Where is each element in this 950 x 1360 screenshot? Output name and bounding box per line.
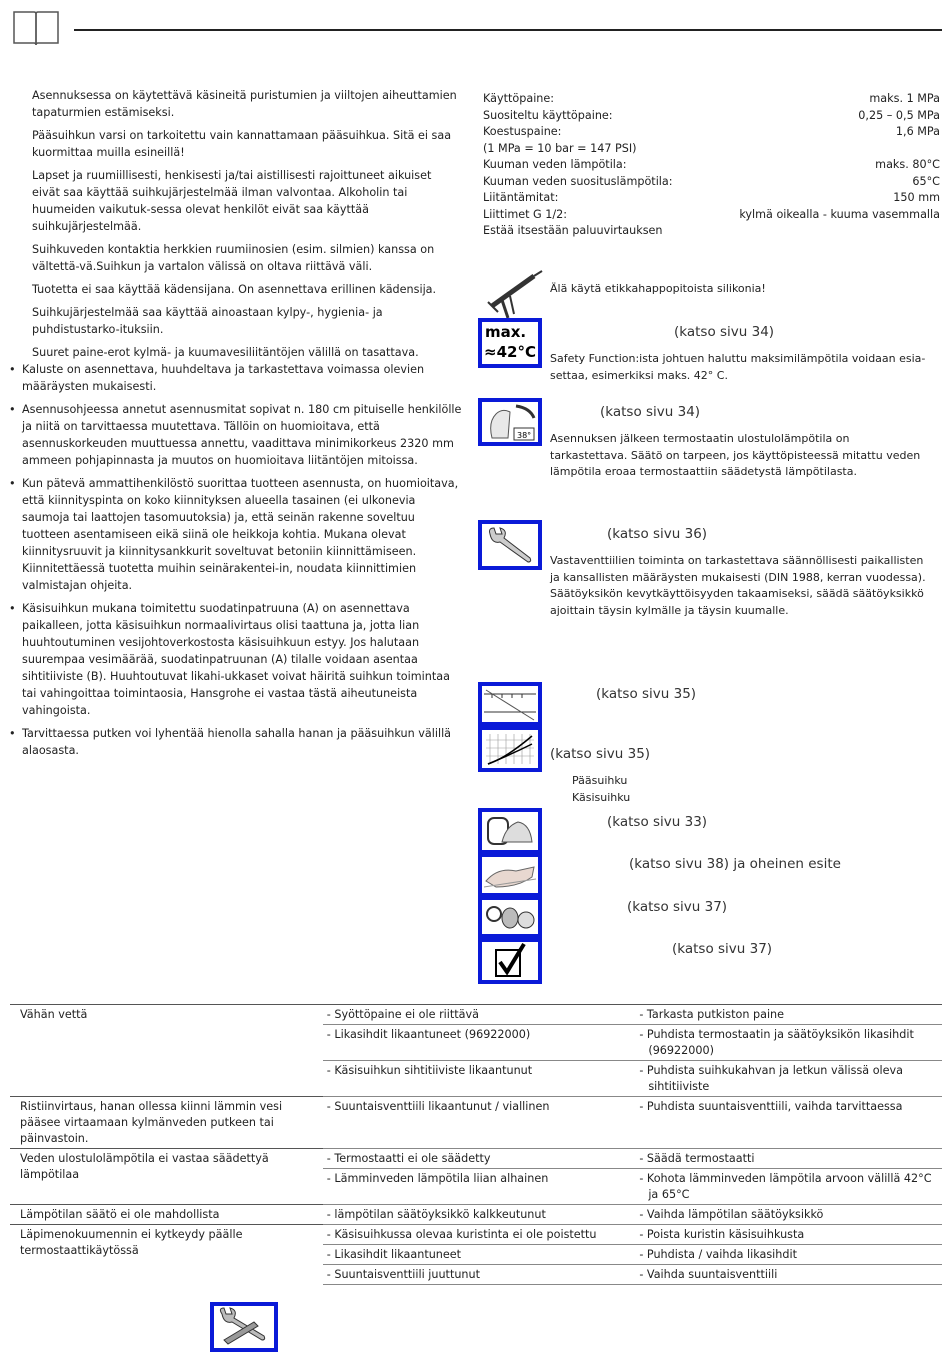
flow-legend: Pääsuihku Käsisuihku xyxy=(572,774,631,804)
problem-cell: Vähän vettä xyxy=(10,1005,323,1097)
safety-note: Suihkujärjestelmää saa käyttää ainoastaan kylpy-, hygienia- ja puhdistustarko-ituksiin. xyxy=(32,306,383,336)
page-reference: (katso sivu 36) xyxy=(607,526,708,542)
page-reference: (katso sivu 33) xyxy=(607,814,708,830)
page-reference: (katso sivu 38) ja oheinen esite xyxy=(629,856,841,872)
table-row xyxy=(10,1005,942,1025)
cause-cell: - Suuntaisventtiili likaantunut / viallinen xyxy=(323,1097,630,1149)
silicone-gun-icon xyxy=(484,266,544,322)
list-item: • Kun pätevä ammattihenkilöstö suorittaa tuotteen asennusta, on huomioitava, että kiinnityspinta on koko kiinnityksen alueella tasainen (ei ulkonevia saumoja tai laattojen tasomuutoksia) ja, että seinän rakenne soveltuu tuotteen asentamiseen eikä siinä ole heikkoja kohtia. Mukana olevat kiinnitysruuvit ja kiinnitysankkurit soveltuvat betoniin kiinnittämiseen. Kiinnitettäessä tuotetta muihin seinärakentei-in, noudata kiinnittimien valmistajan ohjeita. xyxy=(8,475,463,594)
safety-function-text: Safety Function:ista johtuen haluttu maksimilämpötila voidaan esia-settaa, esimerkiksi maks. 42° C. xyxy=(550,352,926,382)
flow-chart-icon xyxy=(478,726,542,772)
cause-cell: - Käsisuihkun sihtitiiviste likaantunut xyxy=(323,1061,630,1097)
fix-cell: - Puhdista / vaihda likasihdit xyxy=(629,1245,942,1265)
list-item: • Asennusohjeessa annetut asennusmitat sopivat n. 180 cm pituiselle henkilölle ja niitä on tarvittaessa muutettava. Tällöin on huomioitava, että asennuskorkeuden muuttuessa annettu, vaadittava minimikorkeus 2320 mm ammeen pohjapinnasta ja muutos on huomioitava liitäntöjen mitoissa. xyxy=(8,401,463,469)
cause-cell: - Suuntaisventtiili juuttunut xyxy=(323,1265,630,1285)
safety-note: Suihkuveden kontaktia herkkien ruumiinosien (esim. silmien) kanssa on vältettä-vä.Suihkun ja vartalon välissä on oltava riittävä väli. xyxy=(32,243,435,273)
page-reference: (katso sivu 35) xyxy=(596,686,697,702)
fix-cell: - Puhdista termostaatin ja säätöyksikön likasihdit (96922000) xyxy=(629,1025,942,1061)
cause-cell: - Likasihdit likaantuneet xyxy=(323,1245,630,1265)
spec-row: Koestuspaine: 1,6 MPa xyxy=(483,125,940,138)
fix-cell: - Poista kuristin käsisuihkusta xyxy=(629,1225,942,1245)
cause-cell: - Termostaatti ei ole säädetty xyxy=(323,1149,630,1169)
page-reference: (katso sivu 35) xyxy=(550,746,651,762)
thermometer-shower-icon xyxy=(478,398,542,446)
cause-cell: - Lämminveden lämpötila liian alhainen xyxy=(323,1169,630,1205)
svg-text:38°: 38° xyxy=(517,431,532,440)
safety-note: Lapset ja ruumiillisesti, henkisesti ja/tai aistillisesti rajoittuneet aikuiset eivät saa käyttää suihkujärjestelmää ilman valvontaa. Alkoholin tai huumeiden vaikutuk-sessa olevat henkilöt eivät saa käyttää suihkujärjestelmää. xyxy=(32,169,432,233)
tools-icon xyxy=(210,1302,278,1352)
spec-row: (1 MPa = 10 bar = 147 PSI) xyxy=(483,141,637,155)
spec-row: Suositeltu käyttöpaine: 0,25 – 0,5 MPa xyxy=(483,108,940,122)
problem-cell: Läpimenokuumennin ei kytkeydy päälle termostaattikäytössä xyxy=(10,1225,323,1285)
safety-note: Suuret paine-erot kylmä- ja kuumavesiliitäntöjen välillä on tasattava. xyxy=(32,346,419,359)
cause-cell: - Likasihdit likaantuneet (96922000) xyxy=(323,1025,630,1061)
troubleshooting-table xyxy=(10,1004,942,1285)
technical-data xyxy=(483,91,940,240)
safety-note: Tuotetta ei saa käyttää kädensijana. On asennettava erillinen kädensija. xyxy=(32,283,437,296)
spec-row: Liitäntämitat: 150 mm xyxy=(483,191,940,204)
header-rule xyxy=(74,29,942,31)
fix-cell: - Kohota lämminveden lämpötila arvoon välillä 42°C ja 65°C xyxy=(629,1169,942,1205)
spec-row: Kuuman veden lämpötila: maks. 80°C xyxy=(483,158,940,171)
max-temperature-icon: max. ≈42°C xyxy=(478,318,542,368)
fix-cell: - Vaihda lämpötilan säätöyksikkö xyxy=(629,1205,942,1225)
page-reference: (katso sivu 37) xyxy=(672,941,773,957)
fix-cell: - Tarkasta putkiston paine xyxy=(629,1005,942,1025)
cause-cell: - lämpötilan säätöyksikkö kalkkeutunut xyxy=(323,1205,630,1225)
installation-icon xyxy=(478,808,542,854)
list-item: • Tarvittaessa putken voi lyhentää hienolla sahalla hanan ja pääsuihkun välillä alaosasta. xyxy=(8,725,463,759)
dimensions-icon xyxy=(478,682,542,726)
page-reference: (katso sivu 34) xyxy=(674,324,775,340)
calibrate-text: Asennuksen jälkeen termostaatin ulostulolämpötila on tarkastettava. Säätö on tarpeen, jos käyttöpisteessä mitattu veden lämpötila eroaa termostaattiin säädetystä lämpötilasta. xyxy=(550,432,921,478)
table-row xyxy=(10,1097,942,1149)
cause-cell: - Syöttöpaine ei ole riittävä xyxy=(323,1005,630,1025)
wrench-icon xyxy=(478,520,542,570)
table-row xyxy=(10,1225,942,1245)
installation-notes xyxy=(8,361,463,765)
problem-cell: Lämpötilan säätö ei ole mahdollista xyxy=(10,1205,323,1225)
fix-cell: - Puhdista suuntaisventtiili, vaihda tarvittaessa xyxy=(629,1097,942,1149)
manual-book-icon xyxy=(12,8,60,48)
spec-row: Estää itsestään paluuvirtauksen xyxy=(483,224,663,237)
safety-note: Asennuksessa on käytettävä käsineitä puristumien ja viiltojen aiheuttamien tapaturmien estämiseksi. xyxy=(32,89,457,119)
checkmark-icon xyxy=(478,938,542,984)
cleaning-hand-icon xyxy=(478,853,542,897)
spec-row: Kuuman veden suosituslämpötila: 65°C xyxy=(483,174,940,188)
fix-cell: - Säädä termostaatti xyxy=(629,1149,942,1169)
problem-cell: Ristiinvirtaus, hanan ollessa kiinni lämmin vesi pääsee virtaamaan kylmänveden putkeen tai päinvastoin. xyxy=(10,1097,323,1149)
spare-parts-icon xyxy=(478,896,542,938)
page-reference: (katso sivu 34) xyxy=(600,404,701,420)
service-text: Vastaventtiilien toiminta on tarkastettava säännöllisesti paikallisten ja kansallisten määräysten mukaisesti (DIN 1988, kerran vuodessa). Säätöyksikön kevytkäyttöisyyden takaamiseksi, säädä säätöyksikkö ajoittain täysin kylmälle ja täysin kuumalle. xyxy=(550,554,926,617)
spec-row: Käyttöpaine: maks. 1 MPa xyxy=(483,92,940,105)
list-item: • Käsisuihkun mukana toimitettu suodatinpatruuna (A) on asennettava paikalleen, jotta käsisuihkun normaalivirtaus olisi taattuna ja, jotta lian huuhtoutuminen vesijohtoverkostosta käsisuihkuun estyy. Jos halutaan suurempaa vesimäärää, suodatinpatruunan (A) tilalle voidaan asentaa sihtitiiviste (B). Huuhtoutuvat likahi-ukkaset voivat häiritä suihkun toimintaa tai vahingoittaa toimintaosia, Hansgrohe ei vastaa tästä aiheutuneista vahingoista. xyxy=(8,600,463,719)
safety-notes xyxy=(32,87,462,361)
page-reference: (katso sivu 37) xyxy=(627,899,728,915)
spec-row: Liittimet G 1/2: kylmä oikealla - kuuma vasemmalla xyxy=(483,207,940,221)
problem-cell: Veden ulostulolämpötila ei vastaa säädettyä lämpötilaa xyxy=(10,1149,323,1205)
cause-cell: - Käsisuihkussa olevaa kuristinta ei ole poistettu xyxy=(323,1225,630,1245)
table-row xyxy=(10,1205,942,1225)
list-item: • Kaluste on asennettava, huuhdeltava ja tarkastettava voimassa olevien määräysten mukaisesti. xyxy=(8,361,463,395)
safety-note: Pääsuihkun varsi on tarkoitettu vain kannattamaan pääsuihkua. Sitä ei saa kuormittaa muilla esineillä! xyxy=(32,129,452,159)
fix-cell: - Puhdista suihkukahvan ja letkun välissä oleva sihtitiiviste xyxy=(629,1061,942,1097)
fix-cell: - Vaihda suuntaisventtiili xyxy=(629,1265,942,1285)
table-row xyxy=(10,1149,942,1169)
silicone-note: Älä käytä etikkahappopitoista silikonia! xyxy=(550,282,766,295)
